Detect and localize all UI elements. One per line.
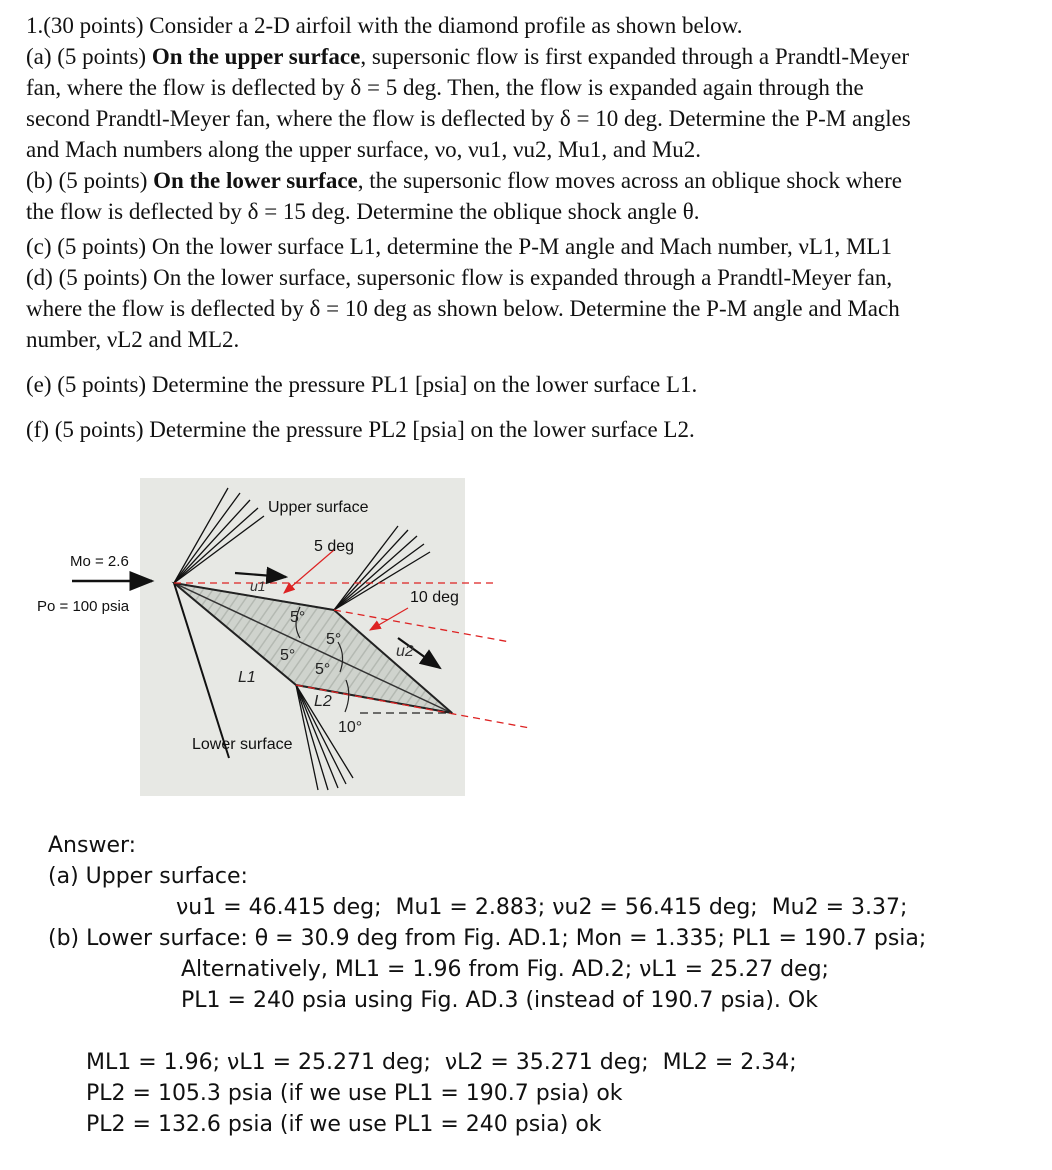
answer-b-line1: (b) Lower surface: θ = 30.9 deg from Fig. AD.1; Mon = 1.335; PL1 = 190.7 psia; (48, 926, 927, 951)
answer-a-values: νu1 = 46.415 deg; Mu1 = 2.883; νu2 = 56.415 deg; Mu2 = 3.37; (176, 895, 908, 920)
question-a-line3: second Prandtl-Meyer fan, where the flow is deflected by δ = 10 deg. Determine the P-M angles (26, 106, 911, 131)
question-block-4 (26, 414, 1036, 445)
question-block-3 (26, 369, 1036, 400)
question-e-line1: (e) (5 points) Determine the pressure PL1 [psia] on the lower surface L1. (26, 372, 698, 397)
deg5-label: 5 deg (314, 538, 355, 555)
answer-spacer (48, 1016, 926, 1047)
question-a-bold: On the upper surface (151, 44, 361, 69)
answer-b-line3: PL1 = 240 psia using Fig. AD.3 (instead of 190.7 psia). Ok (181, 988, 818, 1013)
airfoil-diagram (0, 460, 1052, 820)
answer-c-line1: ML1 = 1.96; νL1 = 25.271 deg; νL2 = 35.271 deg; ML2 = 2.34; (86, 1050, 797, 1075)
question-block-2 (26, 231, 1036, 355)
question-f-line1: (f) (5 points) Determine the pressure PL2 [psia] on the lower surface L2. (26, 417, 695, 442)
question-d-line2: where the flow is deflected by δ = 10 deg as shown below. Determine the P-M angle and Mach (26, 296, 900, 321)
answer-heading: Answer: (48, 833, 137, 858)
angle-5-label-4: 5° (315, 661, 331, 678)
lower-surface-label: Lower surface (192, 736, 293, 753)
answer-c-line3: PL2 = 132.6 psia (if we use PL1 = 240 psia) ok (86, 1112, 602, 1137)
question-d-line3: number, νL2 and ML2. (26, 327, 240, 352)
airfoil-figure (0, 460, 1052, 820)
question-a-line2: fan, where the flow is deflected by δ = 5 deg. Then, the flow is expanded again through the (26, 75, 864, 100)
question-d-line1: (d) (5 points) On the lower surface, supersonic flow is expanded through a Prandtl-Meyer fan, (26, 265, 893, 290)
question-a-line1 (26, 41, 1036, 72)
question-b-rest: , the supersonic flow moves across an oblique shock where (357, 168, 902, 193)
answer-c-line2: PL2 = 105.3 psia (if we use PL1 = 190.7 psia) ok (86, 1081, 623, 1106)
angle-5-label-3: 5° (326, 631, 342, 648)
question-b-bold: On the lower surface (153, 168, 358, 193)
L2-label: L2 (314, 693, 332, 710)
answer-block (48, 830, 926, 1140)
question-a-prefix: (a) (5 points) (26, 44, 152, 69)
mach-label: Mo = 2.6 (70, 553, 129, 570)
question-b-prefix: (b) (5 points) (26, 168, 154, 193)
deg10-label: 10 deg (410, 589, 459, 606)
angle-5-label-2: 5° (280, 647, 296, 664)
question-a-line4: and Mach numbers along the upper surface, νo, νu1, νu2, Mu1, and Mu2. (26, 137, 702, 162)
u2-label: u2 (396, 643, 414, 660)
angle-10-label: 10° (338, 719, 363, 736)
question-b-line2: the flow is deflected by δ = 15 deg. Determine the oblique shock angle θ. (26, 199, 700, 224)
angle-5-label-1: 5° (290, 609, 306, 626)
L1-label: L1 (238, 669, 256, 686)
question-block (26, 10, 1036, 227)
u1-label: u1 (250, 578, 266, 594)
question-c-line1: (c) (5 points) On the lower surface L1, determine the P-M angle and Mach number, νL1, ML1 (26, 234, 892, 259)
question-a-rest: , supersonic flow is first expanded through a Prandtl-Meyer (360, 44, 910, 69)
answer-b-line2: Alternatively, ML1 = 1.96 from Fig. AD.2; νL1 = 25.27 deg; (181, 957, 829, 982)
pressure-label: Po = 100 psia (37, 598, 130, 615)
question-b-line1 (26, 165, 1036, 196)
upper-surface-label: Upper surface (268, 499, 369, 516)
question-intro: 1.(30 points) Consider a 2-D airfoil with the diamond profile as shown below. (26, 13, 743, 38)
answer-a-heading: (a) Upper surface: (48, 864, 248, 889)
